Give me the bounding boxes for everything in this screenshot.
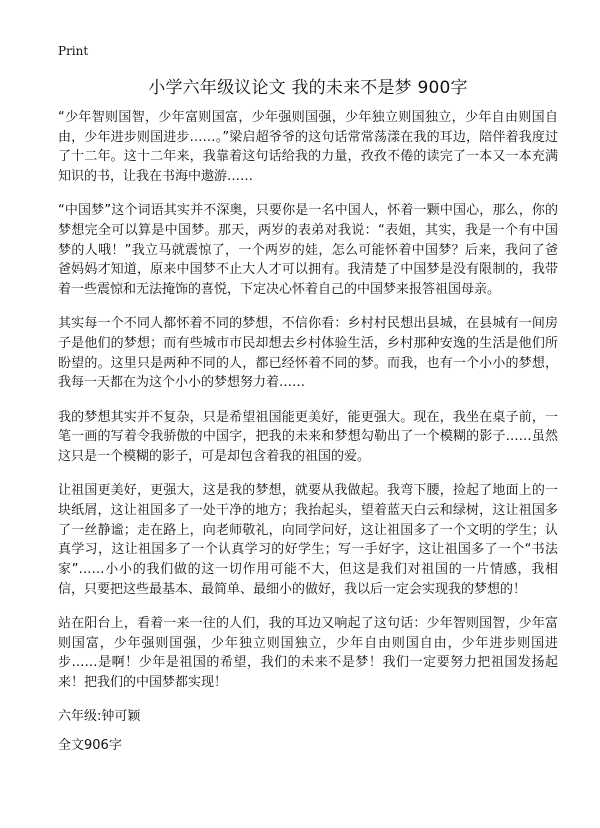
print-label: Print: [58, 44, 89, 58]
paragraph: 站在阳台上，看着一来一往的人们，我的耳边又响起了这句话：少年智则国智，少年富则国富，少年强则国强，少年独立则国独立，少年自由则国自由，少年进步则国进步……是啊！少年是祖国的希望，我们的未来不是梦！我们一定要努力把祖国发扬起来！把我们的中国梦都实现！: [58, 615, 558, 691]
author-line: 六年级:钟可颖: [58, 709, 141, 725]
article-body: [58, 108, 558, 693]
paragraph: “中国梦”这个词语其实并不深奥，只要你是一名中国人，怀着一颗中国心，那么，你的梦想完全可以算是中国梦。那天，两岁的表弟对我说：“表姐，其实，我是一个有中国梦的人哦！”我立马就震惊了，一个两岁的娃，怎么可能怀着中国梦？后来，我问了爸爸妈妈才知道，原来中国梦不止大人才可以拥有。我清楚了中国梦是没有限制的，我带着一些震惊和无法掩饰的喜悦，下定决心怀着自己的中国梦来报答祖国母亲。: [58, 203, 558, 298]
paragraph: 其实每一个不同人都怀着不同的梦想，不信你看：乡村村民想出县城，在县城有一间房子是他们的梦想；而有些城市市民却想去乡村体验生活，乡村那种安逸的生活是他们所盼望的。这里只是两种不同的人，都已经怀着不同的梦。而我，也有一个小小的梦想，我每一天都在为这个小小的梦想努力着……: [58, 316, 558, 391]
word-count: 全文906字: [58, 738, 122, 754]
paragraph: 我的梦想其实并不复杂，只是希望祖国能更美好，能更强大。现在，我坐在桌子前，一笔一画的写着令我骄傲的中国字，把我的未来和梦想勾勒出了一个模糊的影子……虽然这只是一个模糊的影子，可是却包含着我的祖国的爱。: [58, 409, 558, 465]
page-title: 小学六年级议论文 我的未来不是梦 900字: [148, 78, 468, 98]
paragraph: “少年智则国智，少年富则国富，少年强则国强，少年独立则国独立，少年自由则国自由，少年进步则国进步……。”梁启超爷爷的这句话常常荡漾在我的耳边，陪伴着我度过了十二年。这十二年来，我靠着这句话给我的力量，孜孜不倦的读完了一本又一本充满知识的书，让我在书海中遨游……: [58, 110, 558, 185]
paragraph: 让祖国更美好，更强大，这是我的梦想，就要从我做起。我弯下腰，捡起了地面上的一块纸屑，这让祖国多了一处干净的地方；我抬起头，望着蓝天白云和绿树，这让祖国多了一丝静谧；走在路上，向老师敬礼，向同学问好，这让祖国多了一个文明的学生；认真学习，这让祖国多了一个认真学习的好学生；写一手好字，这让祖国多了一个“书法家”……小小的我们做的这一切作用可能不大，但这是我们对祖国的一片情感，我相信，只要把这些最基本、最简单、最细小的做好，我以后一定会实现我的梦想的！: [58, 483, 558, 597]
